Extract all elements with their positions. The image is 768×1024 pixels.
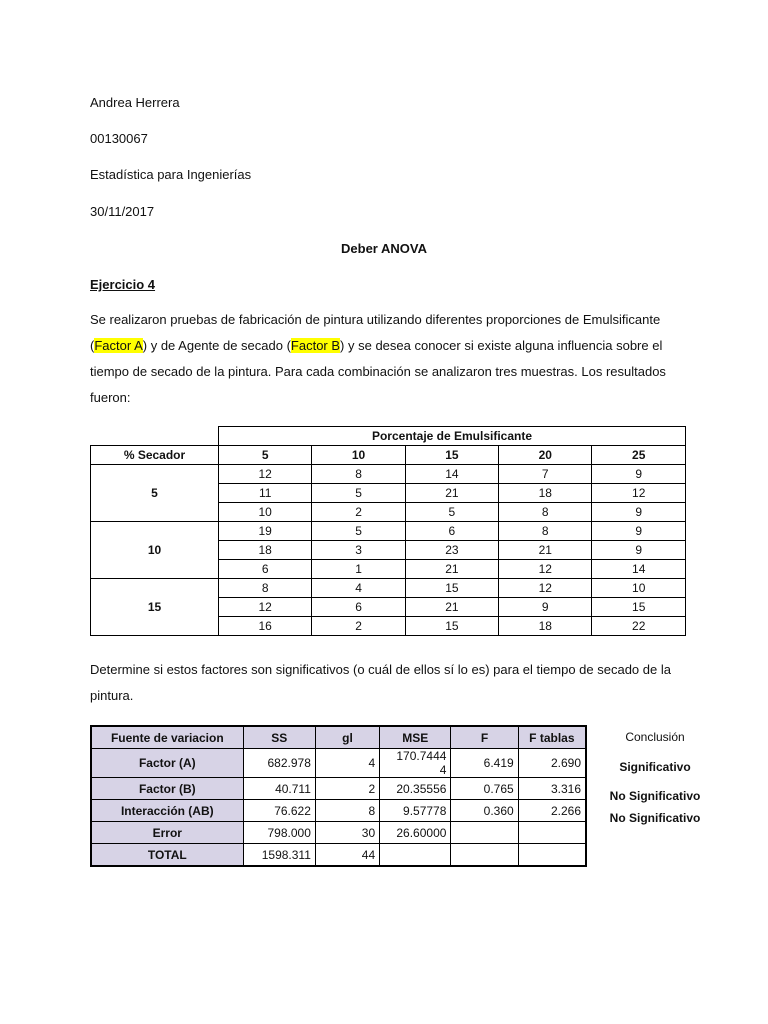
anova-mse: [380, 778, 451, 800]
anova-header-cell: Fuente de variacion: [91, 726, 243, 749]
table-cell: 9: [592, 522, 686, 541]
intro-line-2: (Factor A) y de Agente de secado (Factor B) y se desea conocer si existe alguna influencia sobre el: [90, 338, 663, 353]
column-header: 15: [405, 446, 498, 465]
table-cell: 4: [312, 579, 405, 598]
table-cell: 15: [405, 617, 498, 636]
table-cell: 10: [219, 503, 312, 522]
anova-source: Error: [91, 822, 243, 844]
anova-f: 6.419: [451, 749, 518, 778]
table-row: [91, 427, 686, 446]
anova-f-tablas: 3.316: [518, 778, 586, 800]
table-cell: 18: [499, 484, 592, 503]
group-label: 15: [91, 579, 219, 636]
table-cell: 21: [405, 598, 498, 617]
table-cell: 8: [499, 503, 592, 522]
anova-f: [451, 844, 518, 867]
table-cell: 9: [592, 465, 686, 484]
table-cell: 15: [405, 579, 498, 598]
table-cell: 12: [219, 465, 312, 484]
anova-mse-line-1: 26.60000: [396, 825, 447, 840]
anova-f: 0.360: [451, 800, 518, 822]
anova-f-tablas: 2.690: [518, 749, 586, 778]
conclusion-value: Significativo: [619, 760, 691, 774]
exercise-heading: Ejercicio 4: [90, 277, 156, 292]
table-cell: 18: [219, 541, 312, 560]
anova-row: [91, 822, 586, 844]
table-cell: 12: [592, 484, 686, 503]
course-name: Estadística para Ingenierías: [90, 167, 252, 182]
table-cell: 5: [405, 503, 498, 522]
anova-gl: 4: [315, 749, 379, 778]
table-cell: 6: [312, 598, 405, 617]
anova-source: Factor (A): [91, 749, 243, 778]
group-header: Porcentaje de Emulsificante: [219, 427, 686, 446]
anova-gl: 2: [315, 778, 379, 800]
table-cell: 14: [592, 560, 686, 579]
table-cell: 14: [405, 465, 498, 484]
table-cell: 5: [312, 522, 405, 541]
anova-f-tablas: [518, 844, 586, 867]
student-id: 00130067: [90, 131, 148, 146]
anova-mse-line-1: 9.57778: [403, 803, 447, 818]
anova-ss: 682.978: [243, 749, 315, 778]
anova-gl: 44: [315, 844, 379, 867]
anova-header-cell: MSE: [380, 726, 451, 749]
author-name: Andrea Herrera: [90, 95, 180, 110]
table-cell: 8: [219, 579, 312, 598]
table-cell: 11: [219, 484, 312, 503]
table-cell: 12: [219, 598, 312, 617]
anova-header-cell: F: [451, 726, 518, 749]
table-cell: 12: [499, 560, 592, 579]
anova-mse: [380, 822, 451, 844]
anova-mse-line-1: 170.7444: [396, 749, 447, 763]
anova-f-tablas: 2.266: [518, 800, 586, 822]
anova-ss: 76.622: [243, 800, 315, 822]
table-cell: 9: [592, 541, 686, 560]
anova-header-cell: SS: [243, 726, 315, 749]
anova-header-cell: gl: [315, 726, 379, 749]
table-cell: 7: [499, 465, 592, 484]
anova-table: [90, 725, 587, 867]
anova-mse-line-2: 4: [439, 763, 447, 777]
table-cell: 2: [312, 617, 405, 636]
table-cell: 8: [312, 465, 405, 484]
anova-gl: 30: [315, 822, 379, 844]
table-cell: 21: [405, 560, 498, 579]
anova-f: [451, 822, 518, 844]
intro-line-4: fueron:: [90, 390, 131, 405]
anova-f: 0.765: [451, 778, 518, 800]
table-cell: 9: [499, 598, 592, 617]
anova-row: [91, 800, 586, 822]
anova-row: [91, 844, 586, 867]
table-cell: 15: [592, 598, 686, 617]
table-cell: 23: [405, 541, 498, 560]
column-header: 20: [499, 446, 592, 465]
data-table: [90, 426, 686, 636]
group-label: 10: [91, 522, 219, 579]
conclusion-value: No Significativo: [609, 811, 701, 825]
anova-ss: 40.711: [243, 778, 315, 800]
intro-line-1: Se realizaron pruebas de fabricación de pintura utilizando diferentes proporciones de Emulsificante: [90, 312, 661, 327]
table-cell: 2: [312, 503, 405, 522]
table-cell: 9: [592, 503, 686, 522]
anova-mse: [380, 844, 451, 867]
table-row: [91, 465, 686, 484]
table-row: [91, 522, 686, 541]
conclusion-value: No Significativo: [609, 789, 701, 803]
conclusion-header: Conclusión: [625, 730, 685, 744]
anova-row: [91, 749, 586, 778]
table-cell: 19: [219, 522, 312, 541]
table-corner-cell: [91, 427, 219, 446]
table-cell: 3: [312, 541, 405, 560]
anova-ss: 798.000: [243, 822, 315, 844]
column-header: 25: [592, 446, 686, 465]
document-title: Deber ANOVA: [341, 241, 427, 256]
anova-mse-line-1: 20.35556: [396, 781, 447, 796]
anova-source: Interacción (AB): [91, 800, 243, 822]
anova-mse: [380, 800, 451, 822]
table-cell: 21: [405, 484, 498, 503]
question-paragraph: [90, 657, 690, 709]
intro-paragraph: [90, 307, 690, 411]
table-cell: 5: [312, 484, 405, 503]
question-line-2: pintura.: [90, 688, 134, 703]
factor-b-highlight: Factor B: [290, 338, 341, 353]
table-cell: 22: [592, 617, 686, 636]
table-cell: 21: [499, 541, 592, 560]
factor-a-highlight: Factor A: [94, 338, 143, 353]
group-label: 5: [91, 465, 219, 522]
table-cell: 8: [499, 522, 592, 541]
table-cell: 6: [405, 522, 498, 541]
anova-source: Factor (B): [91, 778, 243, 800]
anova-header-row: [91, 726, 586, 749]
column-header: 10: [312, 446, 405, 465]
table-cell: 18: [499, 617, 592, 636]
row-header: % Secador: [91, 446, 219, 465]
anova-gl: 8: [315, 800, 379, 822]
table-row: [91, 446, 686, 465]
table-cell: 16: [219, 617, 312, 636]
anova-header-cell: F tablas: [518, 726, 586, 749]
table-row: [91, 579, 686, 598]
anova-source: TOTAL: [91, 844, 243, 867]
table-cell: 12: [499, 579, 592, 598]
document-date: 30/11/2017: [90, 204, 155, 219]
anova-mse: [380, 749, 451, 778]
table-cell: 6: [219, 560, 312, 579]
table-cell: 1: [312, 560, 405, 579]
table-cell: 10: [592, 579, 686, 598]
column-header: 5: [219, 446, 312, 465]
intro-line-3: tiempo de secado de la pintura. Para cada combinación se analizaron tres muestras. Los resultados: [90, 364, 666, 379]
anova-row: [91, 778, 586, 800]
anova-f-tablas: [518, 822, 586, 844]
question-line-1: Determine si estos factores son significativos (o cuál de ellos sí lo es) para el tiempo de secado de la: [90, 662, 671, 677]
anova-ss: 1598.311: [243, 844, 315, 867]
